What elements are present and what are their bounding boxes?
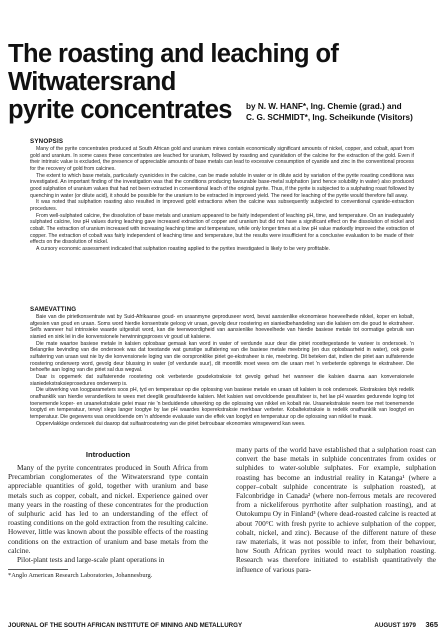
synopsis-heading: SYNOPSIS [30, 138, 64, 145]
author-byline [246, 102, 442, 123]
synopsis-paragraph: A cursory economic assessment indicated that sulphation roasting applied to the pyrites investigated is likely to be very profitable. [36, 245, 331, 252]
journal-name: JOURNAL OF THE SOUTH AFRICAN INSTITUTE OF MINING AND METALLURGY [8, 622, 243, 629]
right-column-paragraph: many parts of the world have established that a sulphation roast can convert the base metals in sulphide concentrates from oxides or sulphides to water-soluble sulphates. For example, sulphation roasting has become an industrial reality in Katanga¹ (where a copper–cobalt sulphide concentrate is sulphation roasted), at Falconbridge in Canada² (where non-ferrous metals are recovered from a nickeliferous pyrrhotite after sulphation roasting), and at Outokumpu Oy in Finland³ (where dead-roasted calcine is reacted at about 700°C with fresh pyrite to achieve sulphation of the copper, cobalt, nickel, and zinc). Because of the different nature of these raw materials, it was not possible to infer, from their behaviour, how South African pyrites would react to sulphation roasting. Research was therefore initiated to establish quantitatively the influence of various para- [236, 445, 436, 574]
samevatting-paragraph: Oppervlakkige ondersoek dui daarop dat sulfaatroostering van die piriet betroubaar ekonomies winsgewend kan wees. [36, 420, 306, 427]
synopsis-paragraph: From well-sulphated calcine, the dissolution of base metals and uranium appeared to be fairly independent of leaching pH, time, and temperature. On an inadequately sulphated calcine, low pH values during leaching gave increased extraction of copper and uranium but did not have a significant effect on the dissolution of nickel and cobalt. The extraction of uranium increased with increasing leaching time and temperature, while only longer times at a low pH value markedly improved the extraction of copper. The extraction of cobalt was fairly independent of leaching time and temperature, but the results were insufficient for a conclusive evaluation to be made of their effects on the dissolution of nickel. [30, 212, 414, 246]
samevatting-heading: SAMEVATTING [30, 306, 77, 313]
synopsis-section [30, 138, 414, 253]
synopsis-paragraph: The extent to which base metals, particularly cyanicides in the calcine, can be made soluble in water or in dilute acid by variation of the pyrite roasting conditions was investigated. An important finding of the investigation was that the conditions producing favourable base-metal sulphation (and hence solubility in water) also produced good sulphation of uranium values that had not been extracted in conventional leach of the original pyrite. Thus, if the pyrite is subjected to a sulphating roast followed by quenching in water (or dilute acid), it should be possible for the uranium to be extracted in improved yield. The need for leaching of the pyrite would therefore fall away. [30, 172, 414, 199]
samevatting-paragraph: Die uitwerking van loogparameters soos pH, tyd en temperatuur op die oplossing van basiese metale en uraan uit kalsien is ook ondersoek. Ekstraksies blyk redelik onafhanklik van hierdie veranderlikes te wees met deeglik gesulfateerde kalsien. Met kalsien wat onvoldoende gesulfateer is, het lae pH waardes gedurende loging tot toenemende koper- en uraanekstraksie gelei maar nie 'n beduidende uitwerking op die oplossing van nikkel en kobalt nie. Uraanekstraksie neem toe met toenemende loogtyd en temperatuur, terwyl slegs langer loogtye by lae pH waardes koperekstraksie merkbaar verbeter. Kobaltekstraksie is redelik onafhanklik van loogtyd en temperatuur. Die gegewens was onvoldoende om 'n afdoende evaluasie van die effek van loogtyd en temperatuur op die oplossing van nikkel te maak. [30, 387, 414, 420]
page-number: 365 [425, 620, 438, 629]
footnote-divider [8, 569, 68, 570]
introduction-paragraph: Many of the pyrite concentrates produced in South Africa from Precambrian conglomerates of the Witwatersrand type contain appreciable quantities of gold, together with uranium and base metals such as copper, cobalt, and nickel. Experience gained over many years in the roasting of these concentrates for the production of sulphuric acid has led to an understanding of the effect of roasting conditions on the gold extraction from the resulting calcine. However, little was known about the possible effects of the roasting conditions on the extraction of uranium and base metals from the calcine. [8, 463, 208, 555]
author-line-2: C. G. SCHMIDT*, Ing. Scheikunde (Visitors) [246, 112, 413, 122]
samevatting-paragraph: Baie van die pirietkonsentrate wat by Suid-Afrikaanse goud- en uraanmyne geproduseer word, bevat aansienlike ekonomiese hoeveelhede nikkel, koper en kobalt, afgesien van goud en uraan. Soms word hierdie konsentrate geloog vir uraan, gevolg deur roostering en sianiedbehandeling van die kalsien om die goud te ekstraheer. Selfs wanneer hul intrinsieke waarde uitgesluit word, kan die teenwoordigheid van aansienlike hoeveelhede van hierdie basiese metale tot oormatige gebruik van sianied en sink lei in die konvensionele herwinningsproses vir goud uit kalsiene. [30, 314, 414, 340]
samevatting-paragraph: Daar is opgemerk dat sulfaterende roostering ook verbeterde goudekstraksie tot gevolg gehad het wanneer die kalsien daarna aan konvensionele sianiedekstraksieprosedures onderwerp is. [30, 373, 414, 387]
samevatting-section [30, 306, 414, 427]
introduction-heading: Introduction [85, 450, 131, 459]
synopsis-paragraph: Many of the pyrite concentrates produced at South African gold and uranium mines contain economically significant amounts of nickel, copper, and cobalt, apart from gold and uranium. In some cases these concentrates are leached for uranium, followed by roasting and cyanidation of the calcine for the extraction of the gold. Even if their intrinsic value is excluded, the presence of appreciable amounts of base metals can lead to excessive consumption of cyanide and zinc in the conventional process for the recovery of gold from calcines. [30, 146, 414, 172]
right-column [236, 445, 436, 574]
introduction-paragraph: Pilot-plant tests and large-scale plant operations in [17, 555, 165, 565]
samevatting-paragraph: Die mate waartoe basiese metale in kalsien oplosbaar gemaak kan word in water of verdunde suur deur die piriet roosttegestande te varieer is ondersoek. 'n Belangrike bevinding van die ondersoek was dat toestande wat gunstige sulfatering van die basiese metale meebring (en dus oplosbaarheid in water), ook goeie sulfatering van uraan wat nie by die konvensionele loging van die oorspronklike piriet ge-ekstraheer is nie, meebring. Dit beteken dat, indien die piriet aan sulfaterende roostering onderwerp word, gevolg deur blussing in water (of verdunde suur), dit moontlik moet wees om die uraan met 'n verbeterde opbrengs te ekstraheer. Die behoefte aan loging van die piriet sal dus wegval. [30, 340, 414, 374]
introduction-column [8, 450, 208, 580]
author-line-1: by N. W. HANF*, Ing. Chemie (grad.) and [246, 102, 402, 111]
synopsis-paragraph: It was noted that sulphation roasting also resulted in improved gold extractions when the calcine was subsequently subjected to conventional cyanide-extraction procedures. [30, 199, 414, 212]
title-line-2: pyrite concentrates [8, 96, 232, 124]
issue-date: AUGUST 1979 [374, 622, 416, 629]
title-line-1: The roasting and leaching of Witwatersrand [8, 40, 339, 96]
affiliation-footnote: *Anglo American Research Laboratories, Johannesburg. [8, 572, 153, 580]
